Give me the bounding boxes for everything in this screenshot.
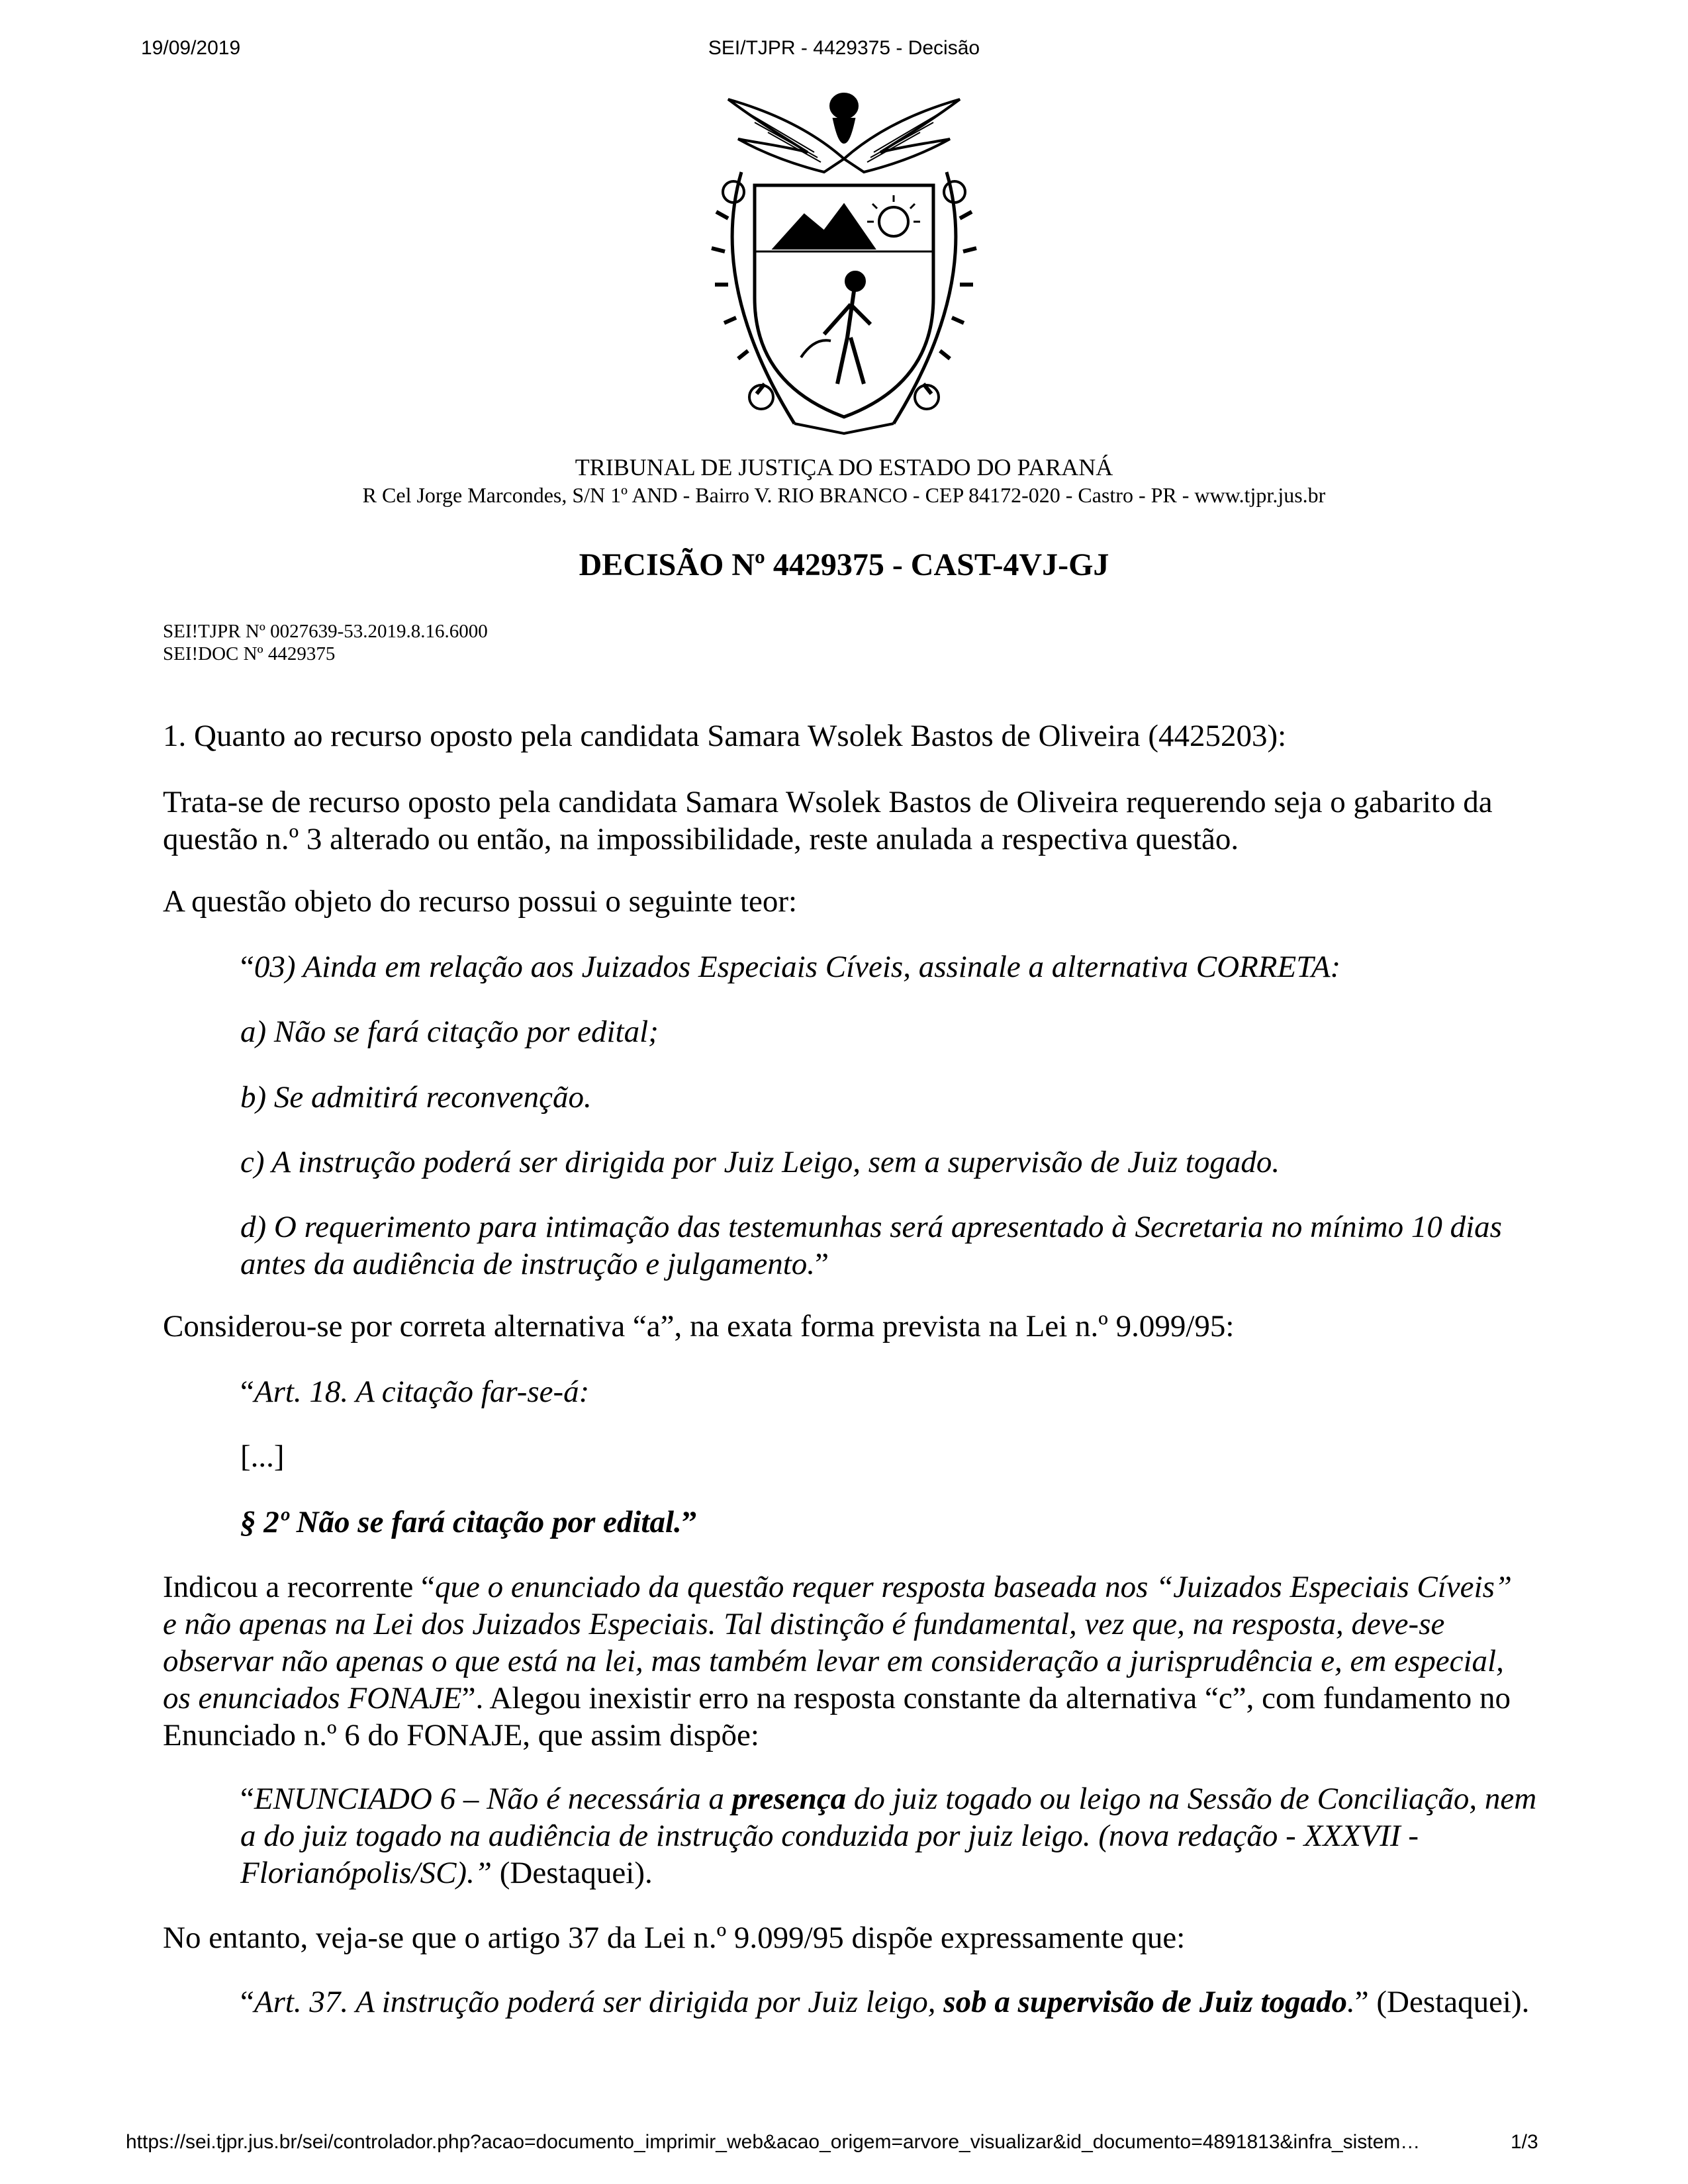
option-b: b) Se admitirá reconvenção.	[240, 1080, 592, 1115]
option-d-text: d) O requerimento para intimação das testemunhas será apresentado à Secretaria no mínimo 10 dias antes da audiência de instrução e julgamento.	[240, 1210, 1502, 1281]
art18-quote	[240, 1373, 1538, 1410]
document-reference: SEI!DOC Nº 4429375	[163, 643, 336, 664]
coat-of-arms-emblem	[682, 86, 1006, 440]
option-a: a) Não se fará citação por edital;	[240, 1015, 659, 1049]
question-stem-text: 03) Ainda em relação aos Juizados Especiais Cíveis, assinale a alternativa CORRETA:	[254, 950, 1341, 984]
print-title: SEI/TJPR - 4429375 - Decisão	[708, 37, 980, 59]
art37-highlight-note: ” (Destaquei).	[1354, 1985, 1530, 2019]
paragraph-2-text: § 2º Não se fará citação por edital.	[240, 1505, 682, 1539]
paragraph-5-intro: Indicou a recorrente “	[163, 1570, 435, 1604]
option-d	[240, 1208, 1538, 1283]
art37-text-a: Art. 37. A instrução poderá ser dirigida por Juiz leigo,	[254, 1985, 944, 2019]
enunciado-text-b: do juiz togado ou leigo na Sessão de Conciliação, nem a do juiz togado na audiência de instrução conduzida por juiz leigo. (nova redação - XXXVII - Florianópolis/SC).”	[240, 1782, 1537, 1890]
court-name: TRIBUNAL DE JUSTIÇA DO ESTADO DO PARANÁ	[575, 454, 1113, 480]
enunciado-text-a: ENUNCIADO 6 – Não é necessária a	[254, 1782, 732, 1816]
open-quote: “	[240, 950, 254, 984]
option-c: c) A instrução poderá ser dirigida por Juiz Leigo, sem a supervisão de Juiz togado.	[240, 1145, 1280, 1179]
paragraph-1: 1. Quanto ao recurso oposto pela candidata Samara Wsolek Bastos de Oliveira (4425203):	[163, 719, 1287, 753]
art37-text-b: .	[1347, 1985, 1355, 2019]
question-stem	[240, 948, 1538, 985]
close-quote: ”	[815, 1247, 829, 1281]
paragraph-2: Trata-se de recurso oposto pela candidata Samara Wsolek Bastos de Oliveira requerendo seja o gabarito da questão n.º 3 alterado ou então, na impossibilidade, reste anulada a respectiva questão.	[163, 785, 1493, 856]
paragraph-2-close-quote: ”	[681, 1505, 698, 1539]
enunciado-open-quote: “	[240, 1782, 254, 1816]
paragraph-5-quote: que o enunciado da questão requer resposta baseada nos “Juizados Especiais Cíveis” e não apenas na Lei dos Juizados Especiais. Tal distinção é fundamental, vez que, na resposta, deve-se observar não apenas o que está na lei, mas também levar em consideração a jurisprudência e, em especial, os enunciados FONAJE	[163, 1570, 1513, 1715]
enunciado-bold: presença	[731, 1782, 847, 1816]
ellipsis: [...]	[240, 1439, 285, 1474]
print-date: 19/09/2019	[141, 37, 241, 59]
process-reference: SEI!TJPR Nº 0027639-53.2019.8.16.6000	[163, 621, 488, 642]
paragraph-4: Considerou-se por correta alternativa “a”, na exata forma prevista na Lei n.º 9.099/95:	[163, 1309, 1235, 1343]
decision-title: DECISÃO Nº 4429375 - CAST-4VJ-GJ	[579, 547, 1109, 582]
paragraph-2-quote	[240, 1504, 1538, 1541]
enunciado-highlight-note: (Destaquei).	[491, 1856, 653, 1890]
paragraph-3: A questão objeto do recurso possui o seguinte teor:	[163, 884, 798, 919]
paragraph-5	[163, 1569, 1533, 1754]
art37-open-quote: “	[240, 1985, 254, 2019]
paragraph-6: No entanto, veja-se que o artigo 37 da Lei n.º 9.099/95 dispõe expressamente que:	[163, 1921, 1186, 1955]
paragraph-5-rest: ”. Alegou inexistir erro na resposta constante da alternativa “c”, com fundamento no Enunciado n.º 6 do FONAJE, que assim dispõe:	[163, 1681, 1511, 1752]
enunciado-6-quote	[240, 1780, 1538, 1891]
art18-open-quote: “	[240, 1375, 254, 1409]
court-address: R Cel Jorge Marcondes, S/N 1º AND - Bairro V. RIO BRANCO - CEP 84172-020 - Castro - PR - www.tjpr.jus.br	[362, 483, 1326, 507]
page-number: 1/3	[1511, 2131, 1538, 2153]
art37-quote	[240, 1983, 1538, 2021]
art18-text: Art. 18. A citação far-se-á:	[254, 1375, 590, 1409]
print-url: https://sei.tjpr.jus.br/sei/controlador.php?acao=documento_imprimir_web&acao_origem=arvore_visualizar&id_documento=4891813&infra_sistem…	[126, 2131, 1421, 2153]
art37-bold: sob a supervisão de Juiz togado	[943, 1985, 1348, 2019]
